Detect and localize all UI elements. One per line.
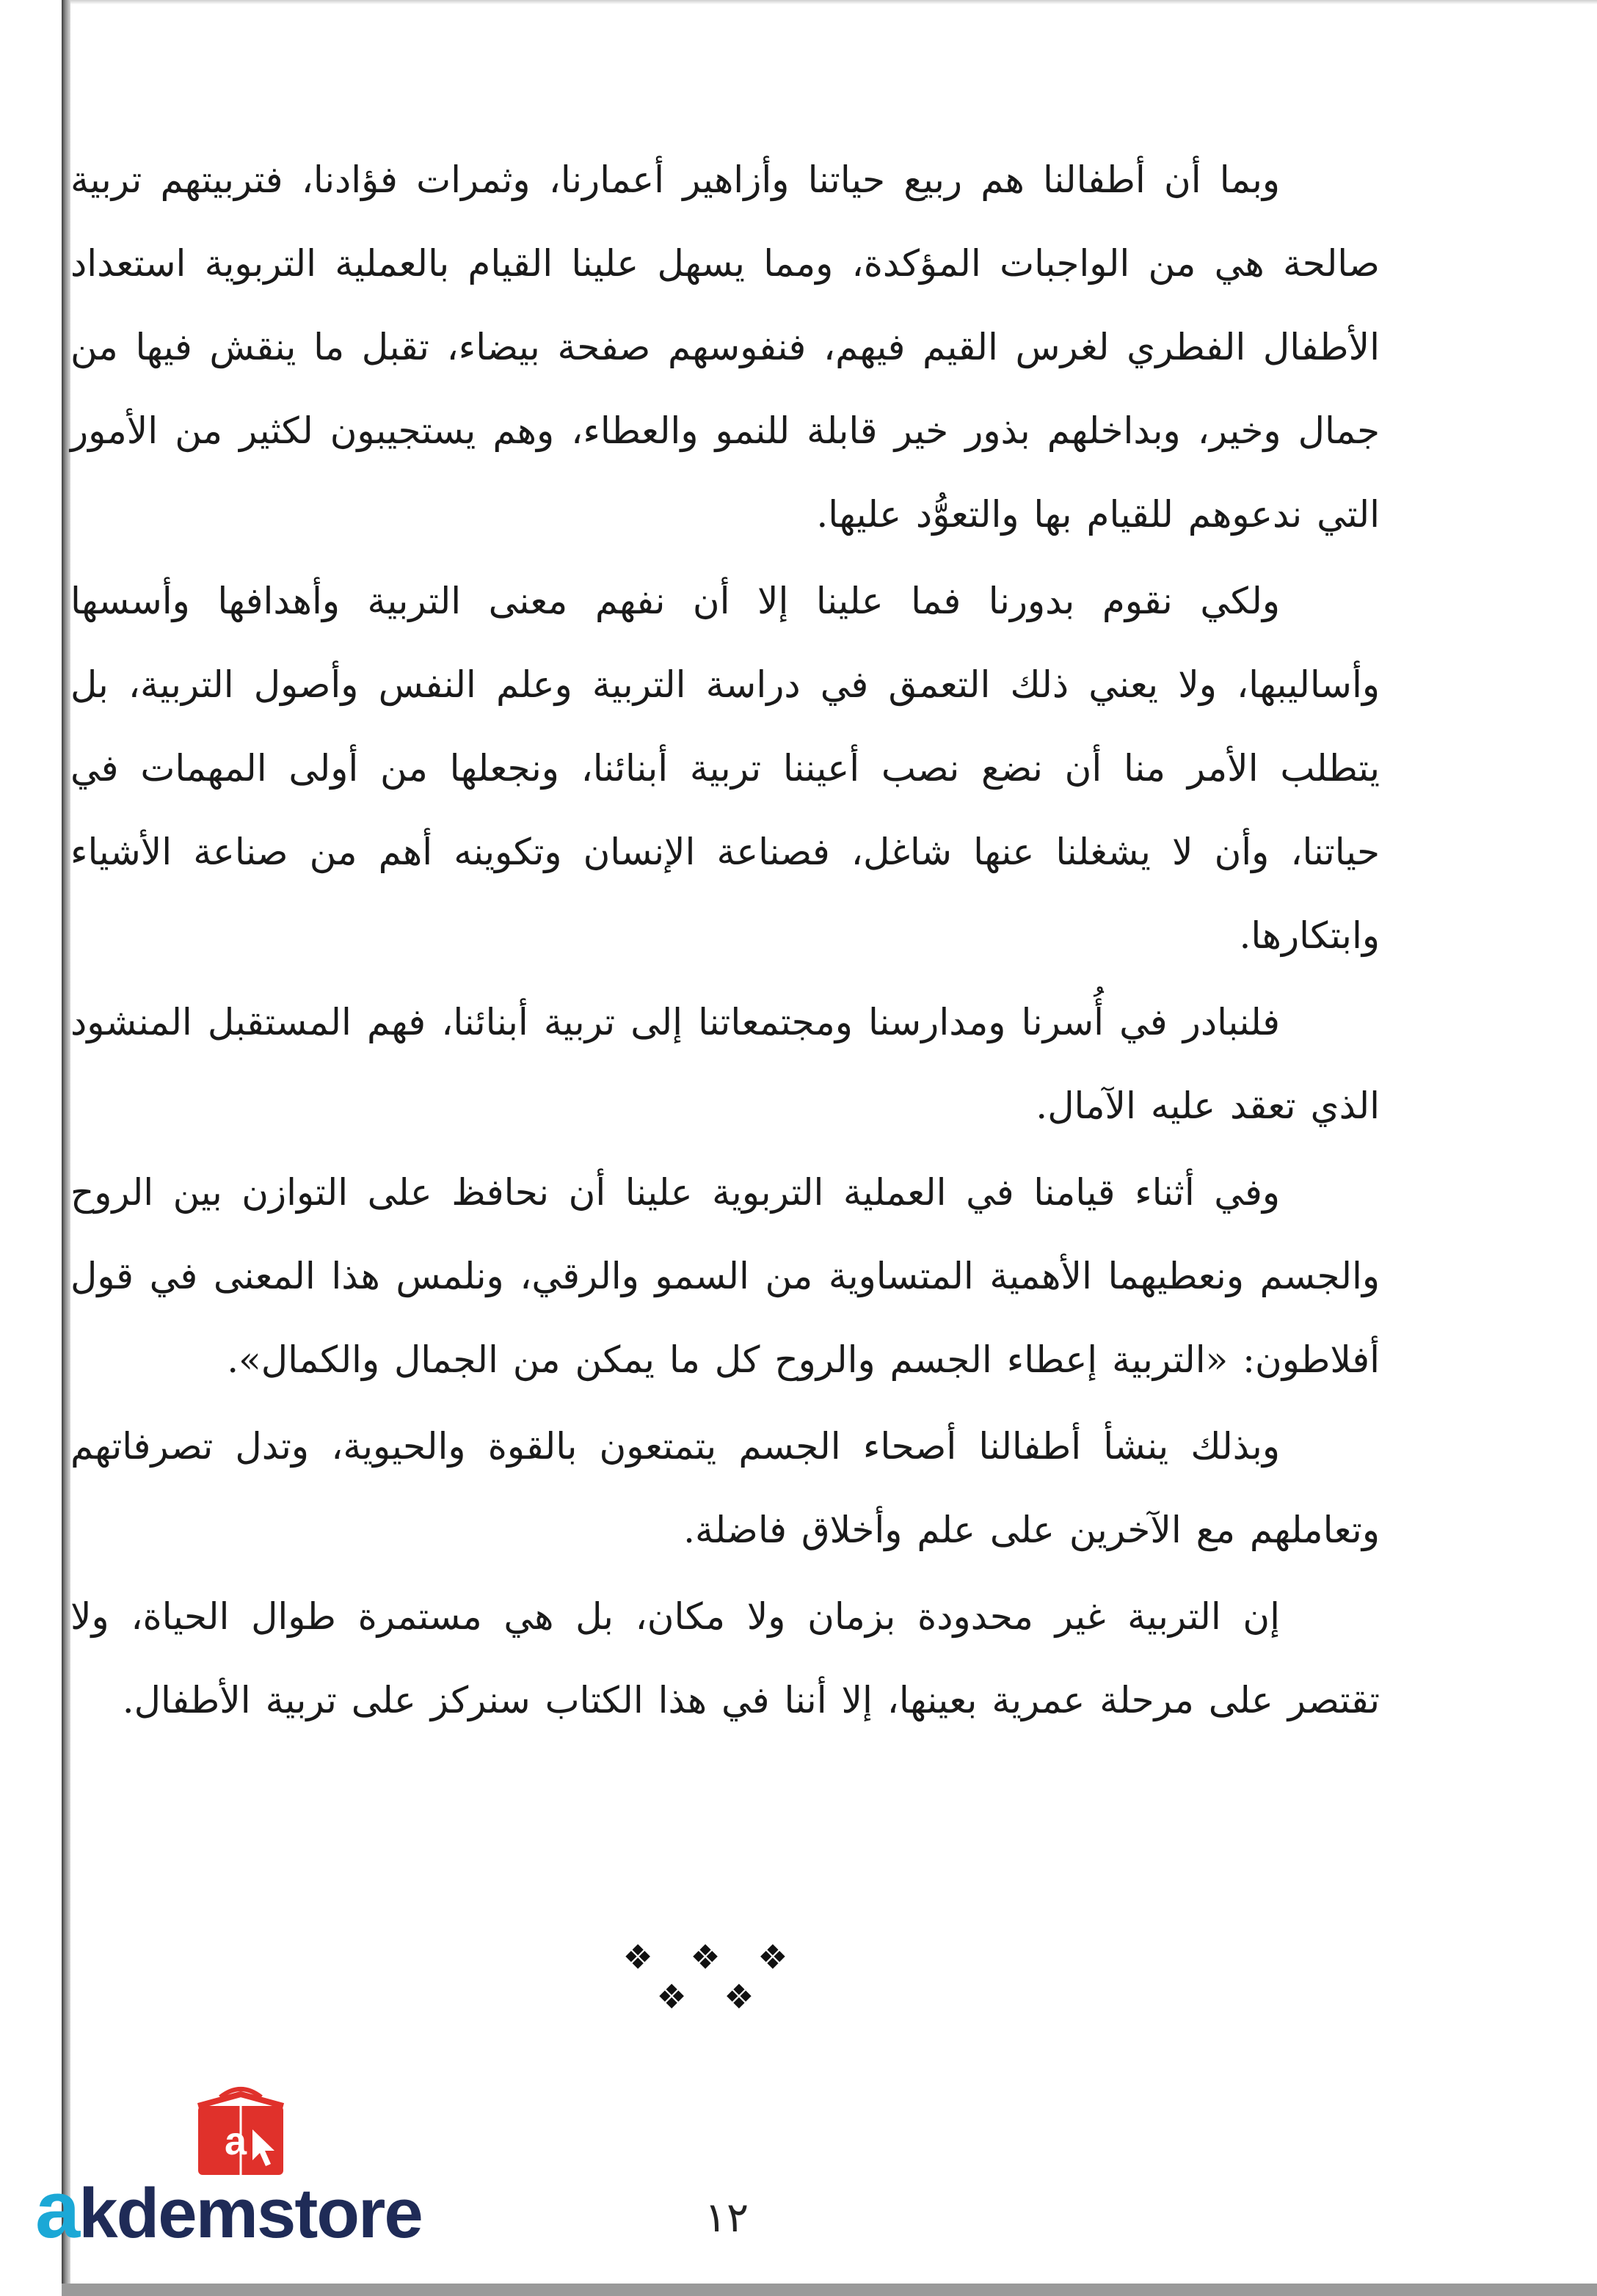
- paragraph-4: وفي أثناء قيامنا في العملية التربوية علينا أن نحافظ على التوازن بين الروح والجسم ونعطيهما الأهمية المتساوية من السمو والرقي، ونلمس هذا المعنى في قول أفلاطون: «التربية إعطاء الجسم والروح كل ما يمكن من الجمال والكمال».: [70, 1171, 1380, 1381]
- section-separator: ❖ ❖ ❖ ❖ ❖: [622, 1937, 801, 2016]
- paragraph-3: فلنبادر في أُسرنا ومدارسنا ومجتمعاتنا إلى تربية أبنائنا، فهم المستقبل المنشود الذي تعقد عليه الآمال.: [70, 1001, 1380, 1127]
- paragraph-1: وبما أن أطفالنا هم ربيع حياتنا وأزاهير أعمارنا، وثمرات فؤادنا، فتربيتهم تربية صالحة هي من الواجبات المؤكدة، ومما يسهل علينا القيام بالعملية التربوية استعداد الأطفال الفطري لغرس القيم فيهم، فنفوسهم صفحة بيضاء، تقبل ما ينقش فيها من جمال وخير، وبداخلهم بذور خير قابلة للنمو والعطاء، وهم يستجيبون لكثير من الأمور التي ندعوهم للقيام بها والتعوُّد عليها.: [70, 158, 1380, 536]
- page-top-shadow: [70, 0, 1597, 4]
- paragraph-2: ولكي نقوم بدورنا فما علينا إلا أن نفهم معنى التربية وأهدافها وأسسها وأساليبها، ولا يعني ذلك التعمق في دراسة التربية وعلم النفس وأصول التربية، بل يتطلب الأمر منا أن نضع نصب أعيننا تربية أبنائنا، ونجعلها من أولى المهمات في حياتنا، وأن لا يشغلنا عنها شاغل، فصناعة الإنسان وتكوينه أهم من صناعة الأشياء وابتكارها.: [70, 580, 1380, 957]
- page-bottom-edge: [62, 2284, 1597, 2296]
- body-text: [70, 138, 1380, 1745]
- paragraph-6: إن التربية غير محدودة بزمان ولا مكان، بل هي مستمرة طوال الحياة، ولا تقتصر على مرحلة عمرية بعينها، إلا أننا في هذا الكتاب سنركز على تربية الأطفال.: [70, 1595, 1380, 1721]
- book-with-a-cursor-icon: [182, 2084, 299, 2179]
- watermark-brand-first-letter: a: [35, 2165, 79, 2255]
- watermark-brand-text: [35, 2165, 422, 2255]
- svg-text:a: a: [225, 2119, 247, 2163]
- page-number: ١٢: [704, 2194, 749, 2242]
- watermark-brand-rest: kdemstore: [79, 2174, 422, 2253]
- watermark: [35, 2084, 446, 2255]
- book-binding-edge: [62, 0, 70, 2296]
- paragraph-5: وبذلك ينشأ أطفالنا أصحاء الجسم يتمتعون بالقوة والحيوية، وتدل تصرفاتهم وتعاملهم مع الآخرين على علم وأخلاق فاضلة.: [70, 1425, 1380, 1551]
